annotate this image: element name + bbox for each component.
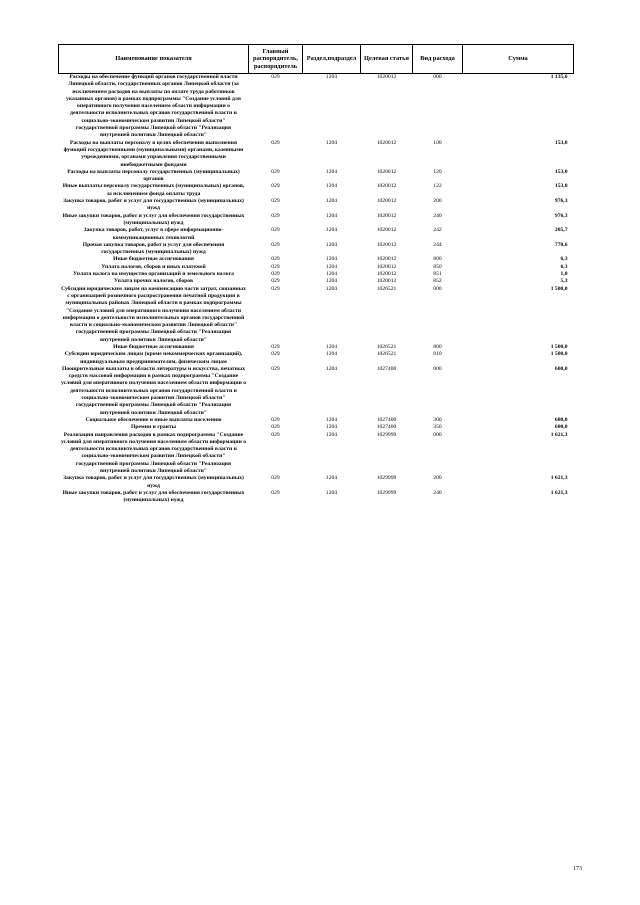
row-sum: 1 621,3 <box>550 475 568 482</box>
row-section: 1204 <box>325 212 338 219</box>
row-expense: 100 <box>433 139 442 146</box>
row-expense: 000 <box>433 285 442 292</box>
row-section: 1204 <box>325 256 338 263</box>
row-admin: 029 <box>271 365 280 372</box>
row-target: 1020012 <box>376 183 397 190</box>
row-admin: 029 <box>271 139 280 146</box>
row-admin: 029 <box>271 212 280 219</box>
row-name: Прочая закупка товаров, работ и услуг для обеспечения государственных (муниципальных) нужд <box>82 241 225 256</box>
row-target: 1020012 <box>376 271 397 278</box>
row-sum: 205,7 <box>554 227 568 234</box>
row-admin: 029 <box>271 74 280 80</box>
column-header-target: Целевая статья <box>361 45 413 74</box>
row-admin: 029 <box>271 227 280 234</box>
row-expense: 000 <box>433 365 442 372</box>
row-expense: 200 <box>433 475 442 482</box>
row-section: 1204 <box>325 424 338 431</box>
row-target: 1027400 <box>376 424 397 431</box>
row-expense: 242 <box>433 227 442 234</box>
row-section: 1204 <box>325 74 338 80</box>
row-sum: 1 621,3 <box>550 489 568 496</box>
row-section: 1204 <box>325 431 338 438</box>
table-row <box>59 264 574 271</box>
row-target: 1029999 <box>376 475 397 482</box>
row-sum: 6,3 <box>560 263 568 270</box>
table-row <box>59 242 574 257</box>
row-admin: 029 <box>271 183 280 190</box>
row-expense: 200 <box>433 198 442 205</box>
row-admin: 029 <box>271 256 280 263</box>
row-expense: 810 <box>433 351 442 358</box>
row-name: Иные закупки товаров, работ и услуг для обеспечения государственных (муниципальных) нужд <box>62 489 245 504</box>
row-target: 1020012 <box>376 168 397 175</box>
row-target: 1029999 <box>376 489 397 496</box>
row-name: Поощрительные выплаты в области литературы и искусства, печатных средств массовой информации в рамках подпрограммы "Создание условий для оперативного получения населением области информации о деятельности исполнительных органов государственной власти и социально-экономическом развитии Липецкой области" государственной программы Липецкой области "Реализация внутренней политики Липецкой области" <box>60 365 247 416</box>
row-sum: 6,3 <box>560 256 568 263</box>
page-number: 173 <box>573 866 582 872</box>
row-target: 1020012 <box>376 74 397 80</box>
table-row <box>59 227 574 242</box>
table-row <box>59 424 574 431</box>
row-sum: 1,0 <box>560 271 568 278</box>
row-name: Социальное обеспечение и иные выплаты населению <box>85 416 222 423</box>
table-row <box>59 278 574 285</box>
column-header-name: Наименование показателя <box>59 45 249 74</box>
row-expense: 240 <box>433 212 442 219</box>
row-section: 1204 <box>325 351 338 358</box>
row-section: 1204 <box>325 343 338 350</box>
row-name: Иные бюджетные ассигнования <box>113 256 194 263</box>
row-target: 1026521 <box>376 343 397 350</box>
row-target: 1020012 <box>376 256 397 263</box>
row-target: 1020012 <box>376 139 397 146</box>
row-section: 1204 <box>325 263 338 270</box>
row-target: 1020012 <box>376 198 397 205</box>
row-admin: 029 <box>271 271 280 278</box>
row-target: 1020012 <box>376 241 397 248</box>
row-name: Субсидии юридическим лицам (кроме некоммерческих организаций), индивидуальным предпринимателям, физическим лицам <box>64 351 243 365</box>
row-expense: 300 <box>433 416 442 423</box>
budget-table <box>58 44 574 505</box>
row-section: 1204 <box>325 271 338 278</box>
row-expense: 122 <box>433 183 442 190</box>
column-header-section: Раздел,подраздел <box>303 45 361 74</box>
row-section: 1204 <box>325 278 338 285</box>
table-row <box>59 213 574 228</box>
row-section: 1204 <box>325 168 338 175</box>
row-section: 1204 <box>325 139 338 146</box>
table-row <box>59 140 574 169</box>
table-row <box>59 74 574 140</box>
row-admin: 029 <box>271 263 280 270</box>
row-name: Закупка товаров, работ, услуг в сфере информационно-коммуникационных технологий <box>83 227 224 241</box>
row-name: Премии и гранты <box>130 424 176 431</box>
row-section: 1204 <box>325 365 338 372</box>
row-expense: 000 <box>433 431 442 438</box>
row-section: 1204 <box>325 227 338 234</box>
row-section: 1204 <box>325 183 338 190</box>
row-admin: 029 <box>271 198 280 205</box>
row-expense: 800 <box>433 343 442 350</box>
row-admin: 029 <box>271 351 280 358</box>
row-name: Иные выплаты персоналу государственных (муниципальных) органов, за исключением фонда оплаты труда <box>62 183 245 197</box>
row-target: 1020012 <box>376 278 397 285</box>
column-header-expense: Вид расхода <box>413 45 463 74</box>
row-name: Расходы на выплаты персоналу в целях обеспечения выполнения функций государственными (муниципальными) органами, казенными учреждениями, органами управления государственными внебюджетными фондами <box>63 139 244 168</box>
row-admin: 029 <box>271 278 280 285</box>
table-row <box>59 490 574 505</box>
row-name: Уплата прочих налогов, сборов <box>114 278 193 285</box>
row-name: Иные закупки товаров, работ и услуг для обеспечения государственных (муниципальных) нужд <box>62 212 245 226</box>
row-name: Закупка товаров, работ и услуг для государственных (муниципальных) нужд <box>63 198 244 212</box>
row-expense: 800 <box>433 256 442 263</box>
row-sum: 1 500,0 <box>550 351 568 358</box>
table-row <box>59 286 574 344</box>
column-header-sum: Сумма <box>463 45 574 74</box>
row-section: 1204 <box>325 416 338 423</box>
row-section: 1204 <box>325 475 338 482</box>
table-row <box>59 475 574 490</box>
row-admin: 029 <box>271 241 280 248</box>
row-sum: 600,0 <box>554 424 568 431</box>
row-name: Закупка товаров, работ и услуг для государственных (муниципальных) нужд <box>63 475 244 489</box>
row-section: 1204 <box>325 198 338 205</box>
row-target: 1026521 <box>376 285 397 292</box>
row-admin: 029 <box>271 424 280 431</box>
row-admin: 029 <box>271 285 280 292</box>
table-row <box>59 256 574 263</box>
row-sum: 5,3 <box>560 278 568 285</box>
row-target: 1027400 <box>376 416 397 423</box>
table-row <box>59 351 574 366</box>
row-target: 1029999 <box>376 431 397 438</box>
column-header-admin: Главный распорядитель, распорядитель <box>249 45 303 74</box>
table-row <box>59 198 574 213</box>
row-name: Уплата налогов, сборов и иных платежей <box>101 263 206 270</box>
row-name: Расходы на выплаты персоналу государственных (муниципальных) органов <box>67 168 240 183</box>
row-sum: 1 500,0 <box>550 285 568 292</box>
table-row <box>59 183 574 198</box>
row-section: 1204 <box>325 489 338 496</box>
row-target: 1020012 <box>376 263 397 270</box>
row-sum: 976,3 <box>554 212 568 219</box>
row-expense: 240 <box>433 489 442 496</box>
row-admin: 029 <box>271 431 280 438</box>
row-target: 1020012 <box>376 212 397 219</box>
row-name: Расходы на обеспечение функций органов государственной власти Липецкой области, государственных органов Липецкой области (за исключением расходов на выплаты по оплате труда работников указанных органов) в рамках подпрограммы "Создание условий для оперативного получения населением области информации о деятельности исполнительных органов государственной власти и социально-экономическом развитии Липецкой области" государственной программы Липецкой области "Реализация внутренней политики Липецкой области" <box>66 74 241 139</box>
row-sum: 1 621,3 <box>550 431 568 438</box>
row-sum: 153,0 <box>554 168 568 175</box>
row-sum: 1 135,6 <box>550 74 568 80</box>
row-name: Иные бюджетные ассигнования <box>113 343 194 350</box>
row-admin: 029 <box>271 343 280 350</box>
row-sum: 153,0 <box>554 183 568 190</box>
row-expense: 850 <box>433 263 442 270</box>
table-row <box>59 417 574 424</box>
row-sum: 600,0 <box>554 365 568 372</box>
row-expense: 851 <box>433 271 442 278</box>
row-target: 1027400 <box>376 365 397 372</box>
row-target: 1026521 <box>376 351 397 358</box>
row-admin: 029 <box>271 489 280 496</box>
row-sum: 153,0 <box>554 139 568 146</box>
table-row <box>59 169 574 184</box>
table-header-row <box>59 45 574 74</box>
row-name: Реализация направления расходов в рамках подпрограммы "Создание условий для оперативного получения населением области информации о деятельности исполнительных органов государственной власти и социально-экономическом развитии Липецкой области" государственной программы Липецкой области "Реализация внутренней политики Липецкой области" <box>60 431 247 475</box>
table-row <box>59 432 574 476</box>
row-sum: 770,6 <box>554 241 568 248</box>
row-expense: 350 <box>433 424 442 431</box>
row-expense: 000 <box>433 74 442 80</box>
row-admin: 029 <box>271 416 280 423</box>
row-expense: 120 <box>433 168 442 175</box>
row-expense: 244 <box>433 241 442 248</box>
row-sum: 976,3 <box>554 198 568 205</box>
row-target: 1020012 <box>376 227 397 234</box>
row-sum: 1 500,0 <box>550 343 568 350</box>
row-name: Субсидии юридическим лицам на компенсацию части затрат, связанных с организацией розничного распространения печатной продукции в муниципальных районах Липецкой области в рамках подпрограммы "Создание условий для оперативного получения населением области информации о деятельности исполнительных органов государственной власти и социально-экономическом развитии Липецкой области" государственной программы Липецкой области "Реализация внутренней политики Липецкой области" <box>61 285 246 343</box>
row-sum: 600,0 <box>554 416 568 423</box>
row-expense: 852 <box>433 278 442 285</box>
row-section: 1204 <box>325 241 338 248</box>
row-admin: 029 <box>271 475 280 482</box>
row-section: 1204 <box>325 285 338 292</box>
table-row <box>59 366 574 417</box>
row-name: Уплата налога на имущество организаций и земельного налога <box>73 271 234 278</box>
row-admin: 029 <box>271 168 280 175</box>
